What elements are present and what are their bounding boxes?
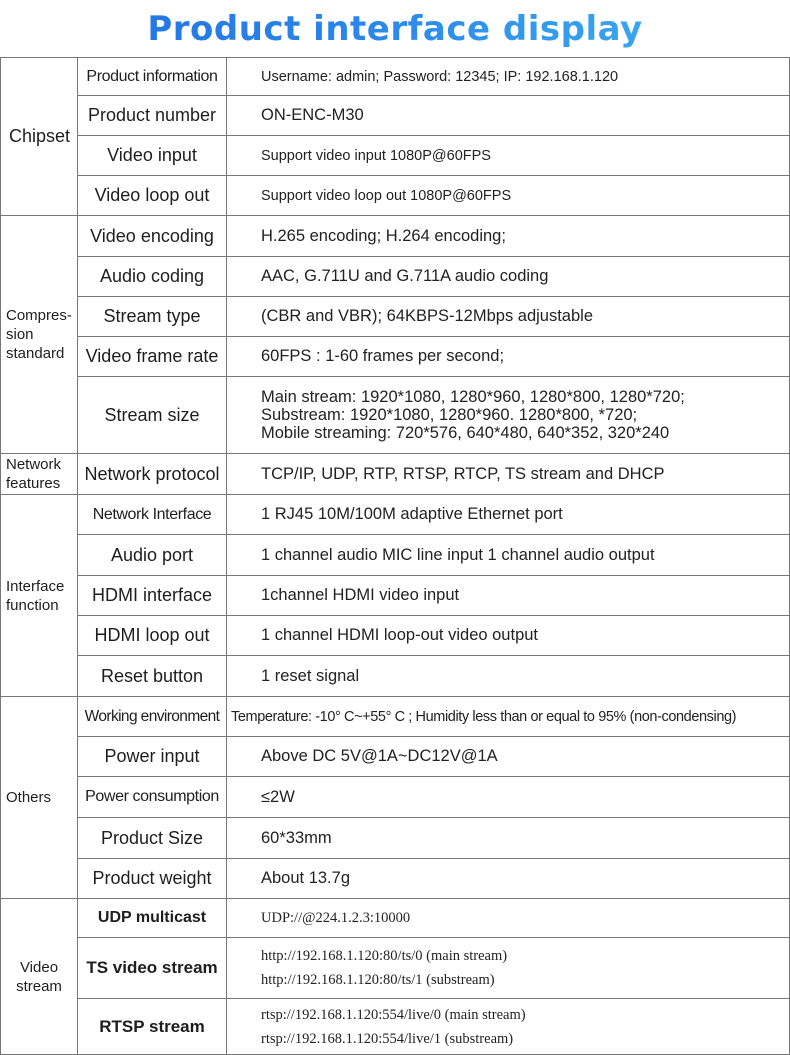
row-value: TCP/IP, UDP, RTP, RTSP, RTCP, TS stream and DHCP [227, 454, 790, 495]
row-label: Power consumption [78, 777, 227, 818]
table-row [1, 176, 790, 216]
value-line: Substream: 1920*1080, 1280*960. 1280*800, *720; [261, 406, 638, 424]
row-label: HDMI loop out [78, 616, 227, 656]
table-row [1, 656, 790, 697]
row-value: Temperature: -10° C~+55° C ; Humidity less than or equal to 95% (non-condensing) [227, 697, 790, 737]
section-line: standard [6, 345, 65, 362]
row-label: TS video stream [78, 938, 227, 999]
row-label: Product information [78, 58, 227, 96]
row-value: 1 channel audio MIC line input 1 channel audio output [227, 535, 790, 576]
page-title: Product interface display [0, 0, 790, 57]
row-label: Product number [78, 96, 227, 136]
section-line: sion [6, 326, 34, 343]
table-row [1, 899, 790, 938]
value-line: Mobile streaming: 720*576, 640*480, 640*352, 320*240 [261, 424, 670, 442]
section-interface [1, 495, 78, 697]
section-line: features [6, 475, 61, 492]
row-value: UDP://@224.1.2.3:10000 [227, 899, 790, 938]
row-label: Product Size [78, 818, 227, 859]
row-label: Product weight [78, 859, 227, 899]
section-compression [1, 216, 78, 454]
table-row [1, 938, 790, 999]
table-row [1, 257, 790, 297]
row-value: ON-ENC-M30 [227, 96, 790, 136]
section-line: Compres- [6, 307, 72, 324]
table-row [1, 297, 790, 337]
row-label: Video input [78, 136, 227, 176]
section-others: Others [1, 697, 78, 899]
section-line: Interface [6, 577, 65, 595]
row-label: Stream type [78, 297, 227, 337]
row-value: (CBR and VBR); 64KBPS-12Mbps adjustable [227, 297, 790, 337]
table-row [1, 616, 790, 656]
row-label: Reset button [78, 656, 227, 697]
table-row [1, 96, 790, 136]
table-row [1, 454, 790, 495]
row-value: 1 channel HDMI loop-out video output [227, 616, 790, 656]
section-line: Video [19, 958, 59, 976]
row-value: About 13.7g [227, 859, 790, 899]
row-value: 60FPS : 1-60 frames per second; [227, 337, 790, 377]
table-row [1, 495, 790, 535]
row-value: AAC, G.711U and G.711A audio coding [227, 257, 790, 297]
row-label: Audio port [78, 535, 227, 576]
table-row [1, 535, 790, 576]
row-value [227, 938, 790, 999]
row-value: Support video loop out 1080P@60FPS [227, 176, 790, 216]
spec-table [0, 57, 790, 1055]
section-line: stream [16, 977, 62, 995]
row-label: Power input [78, 737, 227, 777]
row-value: 1 reset signal [227, 656, 790, 697]
table-row [1, 377, 790, 454]
value-line: http://192.168.1.120:80/ts/1 (substream) [261, 972, 495, 988]
row-label: Video frame rate [78, 337, 227, 377]
row-label: Network Interface [78, 495, 227, 535]
row-value: Above DC 5V@1A~DC12V@1A [227, 737, 790, 777]
row-value: 1 RJ45 10M/100M adaptive Ethernet port [227, 495, 790, 535]
table-row [1, 818, 790, 859]
table-row [1, 136, 790, 176]
row-value [227, 999, 790, 1055]
table-row [1, 58, 790, 96]
row-value: ≤2W [227, 777, 790, 818]
table-row [1, 337, 790, 377]
row-label: Stream size [78, 377, 227, 454]
section-line: function [6, 596, 59, 614]
table-row [1, 859, 790, 899]
row-label: HDMI interface [78, 576, 227, 616]
table-row [1, 216, 790, 257]
row-value: 60*33mm [227, 818, 790, 859]
section-video-stream [1, 899, 78, 1055]
table-row [1, 999, 790, 1055]
section-chipset: Chipset [1, 58, 78, 216]
table-row [1, 576, 790, 616]
value-line: rtsp://192.168.1.120:554/live/0 (main stream) [261, 1006, 526, 1023]
row-value: 1channel HDMI video input [227, 576, 790, 616]
value-line: http://192.168.1.120:80/ts/0 (main stream) [261, 948, 508, 964]
value-line: Main stream: 1920*1080, 1280*960, 1280*800, 1280*720; [261, 388, 685, 406]
row-label: Audio coding [78, 257, 227, 297]
row-label: Video loop out [78, 176, 227, 216]
row-value: Support video input 1080P@60FPS [227, 136, 790, 176]
section-network [1, 454, 78, 495]
section-line: Network [6, 456, 62, 473]
row-value: H.265 encoding; H.264 encoding; [227, 216, 790, 257]
row-label: Video encoding [78, 216, 227, 257]
row-label: UDP multicast [78, 899, 227, 938]
table-row [1, 697, 790, 737]
row-value [227, 377, 790, 454]
row-value: Username: admin; Password: 12345; IP: 192.168.1.120 [227, 58, 790, 96]
table-row [1, 737, 790, 777]
row-label: Network protocol [78, 454, 227, 495]
row-label: RTSP stream [78, 999, 227, 1055]
row-label: Working environment [78, 697, 227, 737]
table-row [1, 777, 790, 818]
value-line: rtsp://192.168.1.120:554/live/1 (substream) [261, 1030, 514, 1047]
